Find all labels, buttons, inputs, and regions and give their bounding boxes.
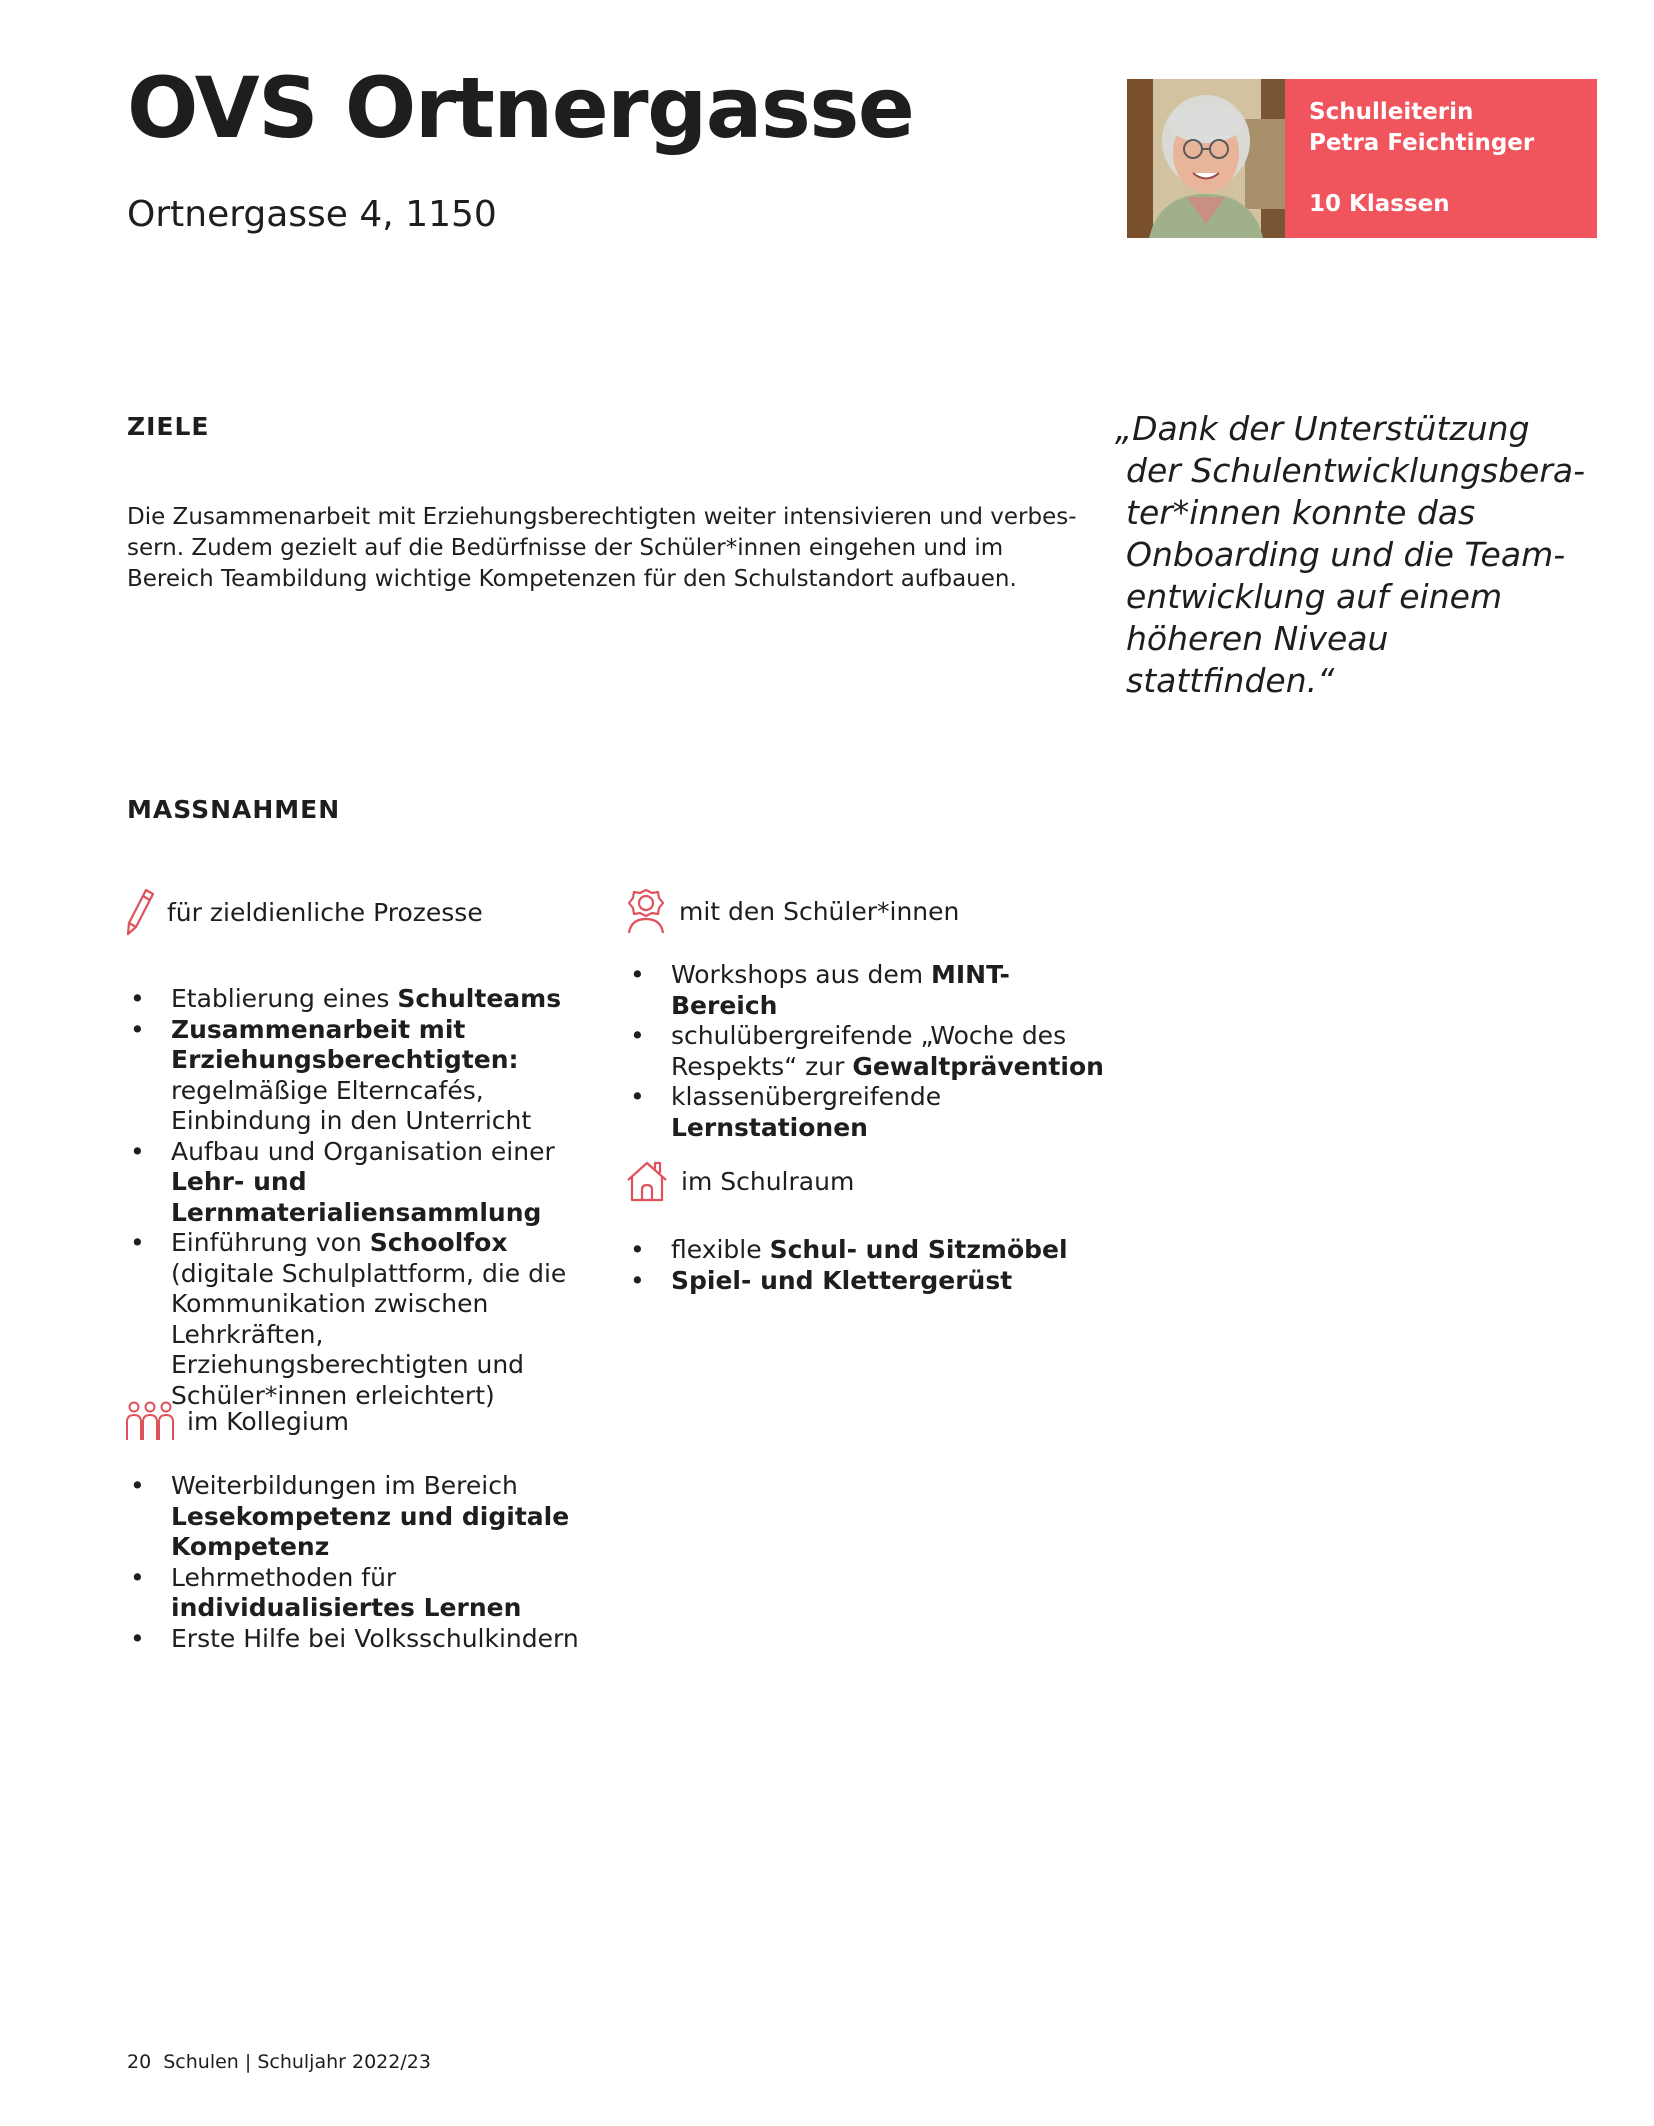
text: Aufbau und Organisation einer xyxy=(171,1136,555,1166)
house-icon xyxy=(625,1160,669,1202)
text: klassenübergreifende xyxy=(671,1082,942,1111)
page-number: 20 xyxy=(127,2051,152,2073)
kollegium-title: im Kollegium xyxy=(187,1406,349,1436)
pencil-icon xyxy=(125,887,155,937)
prozesse-list xyxy=(127,984,607,1411)
text: Lehrmethoden für xyxy=(171,1562,397,1592)
bold-text: Gewaltprävention xyxy=(852,1051,1104,1081)
principal-info-box xyxy=(1285,79,1597,238)
schueler-subheading xyxy=(625,887,959,935)
bold-text: Schulteams xyxy=(397,984,562,1013)
prozesse-title: für zieldienliche Prozesse xyxy=(167,897,483,927)
list-item xyxy=(127,1228,607,1411)
bold-text: individualisiertes Lernen xyxy=(171,1593,522,1622)
principal-role: Schulleiterin xyxy=(1309,99,1474,125)
list-item xyxy=(627,1082,1107,1143)
class-count: 10 Klassen xyxy=(1309,191,1450,217)
principal-photo xyxy=(1127,79,1285,238)
schulraum-title: im Schulraum xyxy=(681,1166,855,1196)
kollegium-list xyxy=(127,1471,607,1654)
list-item xyxy=(127,1137,607,1229)
text: Erste Hilfe bei Volksschulkindern xyxy=(171,1623,579,1653)
kollegium-subheading xyxy=(125,1400,349,1442)
list-item xyxy=(127,1471,607,1563)
text: regelmäßige Elterncafés, Einbindung in den Unterricht xyxy=(171,1075,532,1135)
footer-text: Schulen | Schuljahr 2022/23 xyxy=(163,2051,431,2073)
text: Workshops aus dem xyxy=(671,960,931,989)
list-item xyxy=(627,960,1107,1021)
text: Einführung von xyxy=(171,1228,370,1257)
principal-name: Petra Feichtinger xyxy=(1309,130,1535,156)
schueler-list xyxy=(627,960,1107,1143)
portrait-image xyxy=(1127,79,1285,238)
ziele-text: Die Zusammenarbeit mit Erziehungsberechtigten weiter intensivieren und verbessern. Zudem gezielt auf die Bedürfnisse der Schüler*innen eingehen und im Bereich Teambildung wichtige Kompetenzen für den Schulstandort aufbauen. xyxy=(127,504,1077,592)
list-item xyxy=(127,1624,607,1655)
text: Weiterbildungen im Bereich xyxy=(171,1471,518,1500)
list-item xyxy=(627,1021,1107,1082)
bold-text: Lernstationen xyxy=(671,1112,868,1142)
bold-text: Spiel- und Klettergerüst xyxy=(671,1265,1013,1295)
text: Etablierung eines xyxy=(171,984,398,1013)
bold-text: Schul- und Sitzmöbel xyxy=(769,1235,1068,1264)
schulraum-subheading xyxy=(625,1160,854,1202)
list-item xyxy=(627,1266,1107,1297)
list-item xyxy=(127,1015,607,1137)
principal-quote: „Dank der Unterstützung der Schulentwicklungsberater*innen konnte das Onboarding und die Teamentwicklung auf einem höheren Niveau stattfinden.“ xyxy=(1115,409,1586,700)
school-address: Ortnergasse 4, 1150 xyxy=(127,194,497,235)
list-item xyxy=(127,984,607,1015)
text: flexible xyxy=(671,1235,770,1264)
bold-text: Lesekompetenz und digitale Kompetenz xyxy=(171,1501,570,1561)
bold-text: Zusammenarbeit mit Erziehungsberechtigten: xyxy=(171,1014,519,1074)
bold-text: Lehr- und Lernmaterialiensammlung xyxy=(171,1167,542,1227)
people-group-icon xyxy=(125,1400,175,1442)
text: schulübergreifende „Woche des Respekts“ zur xyxy=(671,1021,1067,1081)
schueler-title: mit den Schüler*innen xyxy=(679,896,960,926)
prozesse-subheading xyxy=(125,887,483,937)
text: (digitale Schulplattform, die die Kommunikation zwischen Lehrkräften, Erziehungsberechtigten und Schüler*innen erleichtert) xyxy=(171,1258,567,1410)
page-title: OVS Ortnergasse xyxy=(127,59,914,157)
schulraum-list xyxy=(627,1235,1107,1296)
ziele-heading: ZIELE xyxy=(127,412,210,441)
massnahmen-heading: MASSNAHMEN xyxy=(127,795,341,824)
bold-text: MINT-Bereich xyxy=(671,960,1010,1020)
student-icon xyxy=(625,887,667,935)
list-item xyxy=(127,1563,607,1624)
page-footer xyxy=(127,2051,437,2073)
bold-text: Schoolfox xyxy=(369,1228,508,1257)
list-item xyxy=(627,1235,1107,1266)
